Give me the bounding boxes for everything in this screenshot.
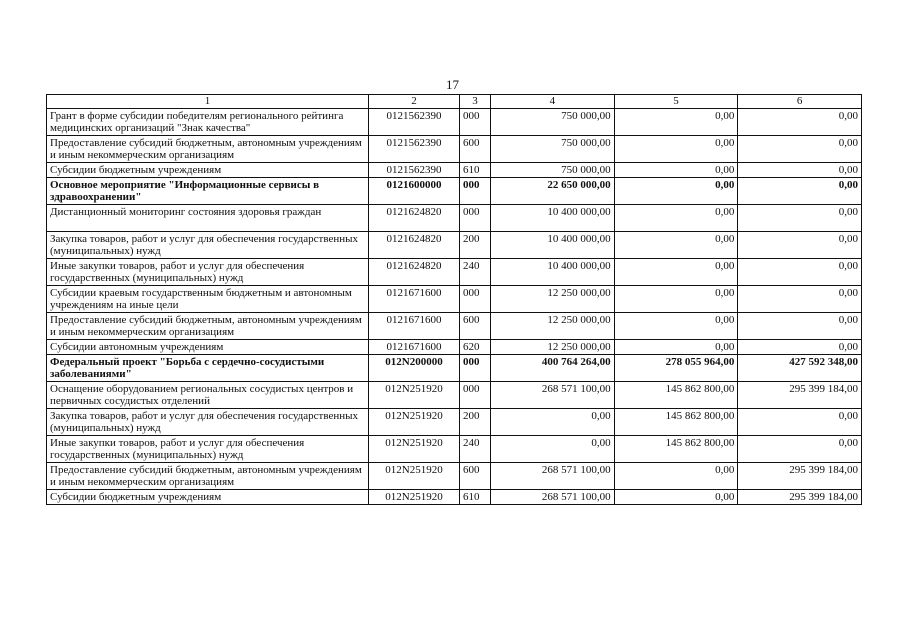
header-col-6: 6 (738, 95, 862, 109)
row-code-cell: 0121624820 (369, 259, 460, 286)
row-code-cell: 0121624820 (369, 205, 460, 232)
row-expense-type-cell: 600 (460, 136, 491, 163)
row-value-col4-cell: 12 250 000,00 (491, 340, 615, 355)
row-value-col6-cell: 0,00 (738, 436, 862, 463)
row-name-cell: Закупка товаров, работ и услуг для обеспечения государственных (муниципальных) нужд (47, 232, 369, 259)
row-expense-type-cell: 000 (460, 286, 491, 313)
row-code-cell: 0121562390 (369, 136, 460, 163)
row-value-col4-cell: 268 571 100,00 (491, 463, 615, 490)
table-row (47, 178, 862, 205)
row-code-cell: 0121562390 (369, 109, 460, 136)
table-row (47, 136, 862, 163)
row-code-cell: 012N251920 (369, 436, 460, 463)
row-name-cell: Дистанционный мониторинг состояния здоровья граждан (47, 205, 369, 232)
row-value-col4-cell: 10 400 000,00 (491, 205, 615, 232)
row-code-cell: 0121671600 (369, 340, 460, 355)
row-value-col5-cell: 0,00 (614, 490, 738, 505)
row-value-col6-cell: 0,00 (738, 286, 862, 313)
row-code-cell: 0121562390 (369, 163, 460, 178)
row-value-col5-cell: 0,00 (614, 259, 738, 286)
row-expense-type-cell: 000 (460, 355, 491, 382)
header-row (47, 95, 862, 109)
row-value-col5-cell: 0,00 (614, 463, 738, 490)
row-value-col4-cell: 750 000,00 (491, 136, 615, 163)
table-row (47, 205, 862, 232)
table-row (47, 382, 862, 409)
row-value-col6-cell: 0,00 (738, 340, 862, 355)
row-value-col5-cell: 0,00 (614, 136, 738, 163)
table-row (47, 313, 862, 340)
row-name-cell: Оснащение оборудованием региональных сосудистых центров и первичных сосудистых отделений (47, 382, 369, 409)
row-value-col4-cell: 0,00 (491, 436, 615, 463)
row-value-col6-cell: 295 399 184,00 (738, 490, 862, 505)
row-code-cell: 0121600000 (369, 178, 460, 205)
row-expense-type-cell: 240 (460, 436, 491, 463)
table-row (47, 340, 862, 355)
row-expense-type-cell: 200 (460, 409, 491, 436)
row-value-col6-cell: 0,00 (738, 409, 862, 436)
row-value-col4-cell: 400 764 264,00 (491, 355, 615, 382)
row-expense-type-cell: 000 (460, 178, 491, 205)
row-expense-type-cell: 600 (460, 463, 491, 490)
row-value-col4-cell: 22 650 000,00 (491, 178, 615, 205)
row-value-col6-cell: 0,00 (738, 205, 862, 232)
row-value-col6-cell: 427 592 348,00 (738, 355, 862, 382)
row-name-cell: Предоставление субсидий бюджетным, автономным учреждениям и иным некоммерческим организациям (47, 136, 369, 163)
row-code-cell: 012N251920 (369, 382, 460, 409)
row-value-col6-cell: 0,00 (738, 178, 862, 205)
row-expense-type-cell: 610 (460, 490, 491, 505)
row-value-col5-cell: 0,00 (614, 205, 738, 232)
row-value-col4-cell: 12 250 000,00 (491, 286, 615, 313)
row-expense-type-cell: 200 (460, 232, 491, 259)
table-row (47, 409, 862, 436)
row-value-col4-cell: 750 000,00 (491, 109, 615, 136)
row-value-col5-cell: 0,00 (614, 340, 738, 355)
table-row (47, 286, 862, 313)
row-expense-type-cell: 600 (460, 313, 491, 340)
row-value-col4-cell: 10 400 000,00 (491, 232, 615, 259)
row-value-col4-cell: 0,00 (491, 409, 615, 436)
row-name-cell: Предоставление субсидий бюджетным, автономным учреждениям и иным некоммерческим организациям (47, 313, 369, 340)
row-value-col6-cell: 0,00 (738, 313, 862, 340)
row-value-col5-cell: 0,00 (614, 178, 738, 205)
row-expense-type-cell: 000 (460, 205, 491, 232)
table-row (47, 436, 862, 463)
row-code-cell: 0121671600 (369, 286, 460, 313)
row-value-col6-cell: 0,00 (738, 136, 862, 163)
row-value-col6-cell: 295 399 184,00 (738, 382, 862, 409)
row-expense-type-cell: 000 (460, 382, 491, 409)
header-col-1: 1 (47, 95, 369, 109)
row-value-col5-cell: 0,00 (614, 232, 738, 259)
budget-table-body (47, 95, 862, 505)
row-name-cell: Федеральный проект "Борьба с сердечно-сосудистыми заболеваниями" (47, 355, 369, 382)
row-value-col6-cell: 0,00 (738, 232, 862, 259)
row-name-cell: Основное мероприятие "Информационные сервисы в здравоохранении" (47, 178, 369, 205)
row-value-col5-cell: 278 055 964,00 (614, 355, 738, 382)
row-name-cell: Субсидии бюджетным учреждениям (47, 490, 369, 505)
row-value-col4-cell: 10 400 000,00 (491, 259, 615, 286)
table-row (47, 463, 862, 490)
row-value-col6-cell: 0,00 (738, 109, 862, 136)
row-name-cell: Субсидии автономным учреждениям (47, 340, 369, 355)
row-code-cell: 012N251920 (369, 490, 460, 505)
row-name-cell: Субсидии бюджетным учреждениям (47, 163, 369, 178)
row-value-col5-cell: 0,00 (614, 109, 738, 136)
table-row (47, 109, 862, 136)
row-name-cell: Грант в форме субсидии победителям регионального рейтинга медицинских организаций "Знак качества" (47, 109, 369, 136)
row-name-cell: Субсидии краевым государственным бюджетным и автономным учреждениям на иные цели (47, 286, 369, 313)
row-name-cell: Иные закупки товаров, работ и услуг для обеспечения государственных (муниципальных) нужд (47, 436, 369, 463)
budget-table (46, 94, 862, 505)
row-value-col5-cell: 0,00 (614, 286, 738, 313)
row-value-col6-cell: 295 399 184,00 (738, 463, 862, 490)
header-col-3: 3 (460, 95, 491, 109)
row-expense-type-cell: 240 (460, 259, 491, 286)
row-value-col4-cell: 268 571 100,00 (491, 490, 615, 505)
row-value-col4-cell: 268 571 100,00 (491, 382, 615, 409)
table-row (47, 232, 862, 259)
row-value-col5-cell: 145 862 800,00 (614, 436, 738, 463)
row-code-cell: 012N251920 (369, 409, 460, 436)
row-expense-type-cell: 610 (460, 163, 491, 178)
table-row (47, 355, 862, 382)
row-value-col6-cell: 0,00 (738, 259, 862, 286)
row-code-cell: 012N200000 (369, 355, 460, 382)
header-col-2: 2 (369, 95, 460, 109)
row-value-col4-cell: 12 250 000,00 (491, 313, 615, 340)
row-value-col6-cell: 0,00 (738, 163, 862, 178)
row-code-cell: 012N251920 (369, 463, 460, 490)
table-row (47, 490, 862, 505)
row-expense-type-cell: 000 (460, 109, 491, 136)
row-value-col5-cell: 145 862 800,00 (614, 382, 738, 409)
row-value-col5-cell: 0,00 (614, 163, 738, 178)
page-number: 17 (446, 77, 459, 92)
header-col-5: 5 (614, 95, 738, 109)
row-code-cell: 0121624820 (369, 232, 460, 259)
row-value-col5-cell: 145 862 800,00 (614, 409, 738, 436)
row-name-cell: Иные закупки товаров, работ и услуг для обеспечения государственных (муниципальных) нужд (47, 259, 369, 286)
row-code-cell: 0121671600 (369, 313, 460, 340)
header-col-4: 4 (491, 95, 615, 109)
row-name-cell: Предоставление субсидий бюджетным, автономным учреждениям и иным некоммерческим организациям (47, 463, 369, 490)
row-value-col5-cell: 0,00 (614, 313, 738, 340)
row-value-col4-cell: 750 000,00 (491, 163, 615, 178)
row-name-cell: Закупка товаров, работ и услуг для обеспечения государственных (муниципальных) нужд (47, 409, 369, 436)
table-row (47, 163, 862, 178)
table-row (47, 259, 862, 286)
row-expense-type-cell: 620 (460, 340, 491, 355)
